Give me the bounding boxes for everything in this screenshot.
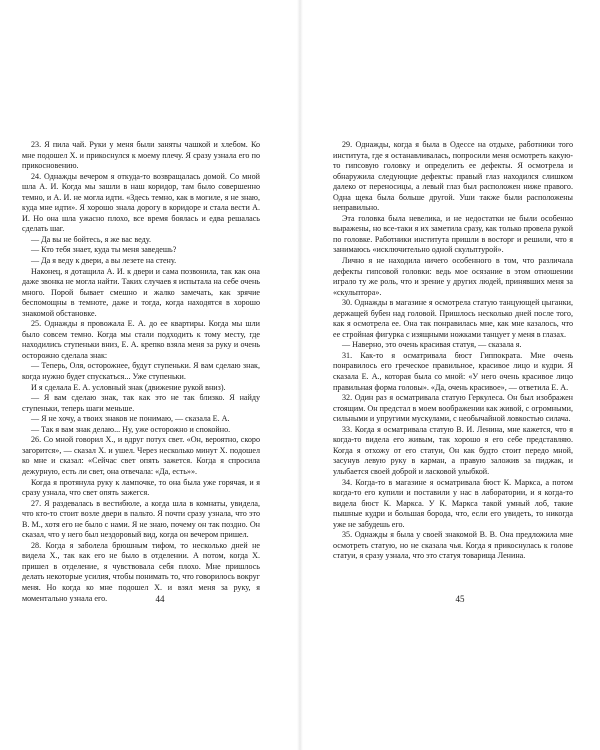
page-number: 44 bbox=[155, 594, 165, 604]
paragraph: 32. Один раз я осматривала статую Геркулеса. Он был изображен стоящим. Он предстал в моем воображении как живой, с огромными, сильными и упругими мускулами, с необычайной ловкостью силача. bbox=[333, 393, 573, 424]
paragraph: 23. Я пила чай. Руки у меня были заняты чашкой и хлебом. Ко мне подошел Х. и прикоснулся к моему плечу. Я сразу узнала его по прикосновению. bbox=[22, 140, 260, 171]
paragraph: И я сделала Е. А. условный знак (движение рукой вниз). bbox=[31, 382, 226, 392]
paragraph: 35. Однажды я была у своей знакомой В. В. Она предложила мне осмотреть статую, но не сказала чья. Когда я прикоснулась к голове статуи, я сразу узнала, что это статуя товарища Ленина. bbox=[333, 530, 573, 561]
paragraph: 26. Со мной говорил Х., и вдруг потух свет. «Он, вероятно, скоро загорится», — сказал Х. и ушел. Через несколько минут Х. подошел ко мне и сказал: «Сейчас свет опять зажется. Когда я спросила дежурную, есть ли свет, она отвечала: «Да, есть»». bbox=[22, 435, 260, 476]
paragraph: Эта головка была невелика, и не недостатки не были особенно выражены, но все-таки я их заметила сразу, как только провела рукой по головке. Работники института пришли в восторг и решили, что я занимаюсь «исключительно одной скульптурой». bbox=[333, 213, 573, 255]
paragraph: Лично я не находила ничего особенного в том, что различала дефекты гипсовой головки: ведь мое осязание в этом отношении играло ту же роль, что и зрение у других людей, принявших меня за «скульптора». bbox=[333, 256, 573, 297]
paragraph: — Да вы не бойтесь, я же вас веду. bbox=[31, 234, 152, 244]
paragraph: 27. Я раздевалась в вестибюле, а когда шла в комнаты, увидела, что кто-то стоит возле двери в пальто. Я почти сразу узнала, что это В. М., хотя его не было с нами. Я не знаю, почему он так поздно. Он сказал, что у него был нездоровый вид, когда он вечером пришел. bbox=[22, 498, 260, 540]
paragraph: — Теперь, Оля, осторожнее, будут ступеньки. Я вам сделаю знак, когда нужно будет спускаться... Уже ступеньки. bbox=[22, 361, 260, 382]
left-page bbox=[22, 140, 260, 604]
paragraph: Когда я протянула руку к лампочке, то она была уже горячая, и я сразу узнала, что свет опять зажегся. bbox=[22, 477, 260, 498]
book-gutter bbox=[297, 0, 303, 750]
paragraph: — Да я веду к двери, а вы лезете на стену. bbox=[31, 256, 177, 266]
paragraph: — Так я вам знак делаю... Ну, уже осторожно и спокойно. bbox=[31, 424, 231, 434]
paragraph: 28. Когда я заболела брюшным тифом, то несколько дней не видела Х., так как его не было в отделении. А потом, когда Х. пришел в отделение, я чувствовала себя плохо. Мне пришлось делать некоторые усилия, чтобы понимать то, что говорилось вокруг меня. Но когда ко мне подошел Х. и взял меня за руку, я моментально узнала его. bbox=[22, 540, 260, 603]
paragraph: — Кто тебя знает, куда ты меня заведешь? bbox=[31, 245, 177, 255]
paragraph: 33. Когда я осматривала статую В. И. Ленина, мне кажется, что я когда-то видела его живым, так хорошо я его себе представляю. Когда я отхожу от его статуи, Он как будто стоит передо мной, засунув левую руку в карман, а правую заложив за пиджак, и улыбается своей доброй и ласковой улыбкой. bbox=[333, 424, 573, 476]
paragraph: 25. Однажды я провожала Е. А. до ее квартиры. Когда мы шли было совсем темно. Когда мы стали подходить к тому месту, где находились ступеньки вниз, Е. А. крепко взяла меня за руку и очень осторожно сделала знак: bbox=[22, 319, 260, 360]
paragraph: Наконец, я дотащила А. И. к двери и сама позвонила, так как она даже звонка не могла найти. Таких случаев я испытала на себе очень много. Порой бывает смешно и жалко замечать, как зрячие беспомощны в темноте, даже и тогда, когда находятся в хорошо знакомой обстановке. bbox=[22, 266, 260, 318]
right-page bbox=[333, 140, 573, 562]
paragraph: — Я вам сделаю знак, так как это не так близко. Я найду ступеньки, теперь шаги меньше. bbox=[22, 393, 260, 413]
paragraph: 29. Однажды, когда я была в Одессе на отдыхе, работники того института, где я останавливалась, попросили меня осмотреть какую-то гипсовую головку и определить ее дефекты. Я осмотрела и обнаружила следующие дефекты: правый глаз находился слишком далеко от переносицы, а левый глаз был расположен ниже правого. Одна щека была больше другой. Уши также были расположены неправильно. bbox=[333, 140, 573, 213]
paragraph: 34. Когда-то в магазине я осматривала бюст К. Маркса, а потом когда-то его купили и поставили у нас в лаборатории, и я когда-то видела бюст К. Маркса. У К. Маркса такой умный лоб, такие пышные кудри и большая борода, что, если его увидеть, то никогда уже не забудешь его. bbox=[333, 477, 573, 529]
paragraph: 31. Как-то я осматривала бюст Гиппократа. Мне очень понравилось его греческое правильное, красивое лицо и кудри. Я сказала Е. А., которая была со мной: «У него очень красивое лицо правильная форма головы». «Да, очень красивое», — ответила Е. А. bbox=[333, 350, 573, 392]
paragraph: 30. Однажды в магазине я осмотрела статую танцующей цыганки, держащей бубен над головой. Пришлось несколько дней после того, как я осмотрела ее. Она так понравилась мне, как мне казалось, что ее стройная фигурка с изящными ножками танцует у меня в глазах. bbox=[333, 298, 573, 339]
paragraph: — Я не хочу, а твоих знаков не понимаю, — сказала Е. А. bbox=[31, 414, 230, 424]
page-number: 45 bbox=[455, 594, 465, 604]
paragraph: — Наверно, это очень красивая статуя, — сказала я. bbox=[342, 340, 522, 350]
paragraph: 24. Однажды вечером я откуда-то возвращалась домой. Со мной шла А. И. Когда мы зашли в наш коридор, там было совершенно темно, и А. И. не могла идти. «Здесь темно, как в могиле, я не знаю, куда мне идти». Я хорошо знала дорогу в коридоре и стала вести А. И. Но она шла ужасно плохо, все время боялась и едва решалась сделать шаг. bbox=[22, 171, 260, 234]
